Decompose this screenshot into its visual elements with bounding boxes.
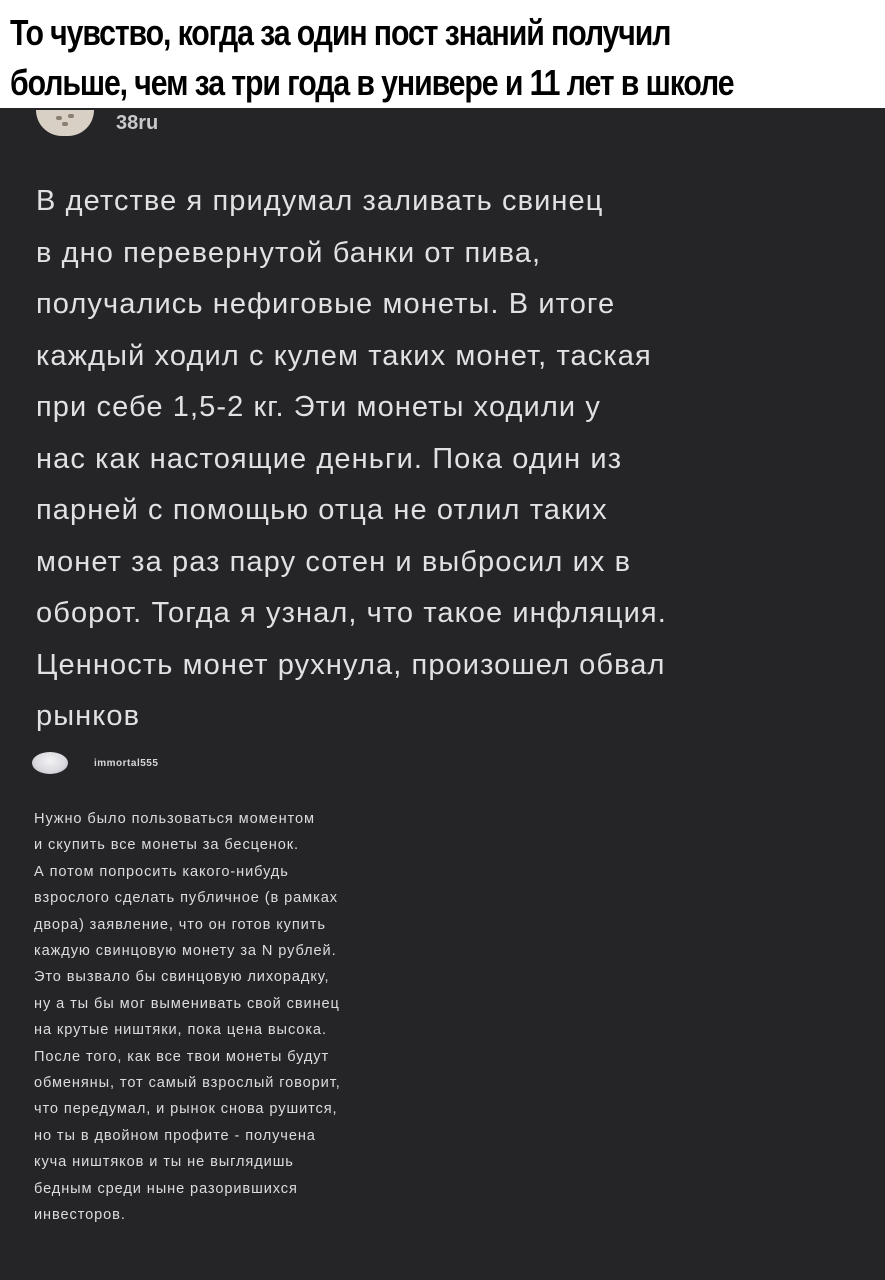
post-line: рынков [36, 700, 141, 732]
post-header [36, 108, 158, 138]
post-line: каждый ходил с кулем таких монет, таская [36, 339, 652, 372]
post-line: Ценность монет рухнула, произошел обвал [36, 648, 666, 681]
comment-body [34, 806, 534, 1229]
post-line: при себе 1,5-2 кг. Эти монеты ходили у [36, 391, 601, 423]
post-line: парней с помощью отца не отлил таких [36, 494, 608, 526]
post-line: нас как настоящие деньги. Пока один из [36, 442, 623, 475]
post-line: монет за раз пару сотен и выбросил их в [36, 545, 632, 578]
post-line: получались нефиговые монеты. В итоге [36, 288, 616, 320]
post-body [36, 176, 866, 743]
meme-caption [0, 0, 885, 108]
comment-line: Нужно было пользоваться моментом [34, 811, 315, 827]
comment-line: куча ништяков и ты не выглядишь [34, 1154, 294, 1171]
post-line: оборот. Тогда я узнал, что такое инфляция. [36, 597, 667, 629]
comment-line: двора) заявление, что он готов купить [34, 916, 326, 933]
avatar[interactable] [32, 752, 68, 774]
comment-line: каждую свинцовую монету за N рублей. [34, 943, 337, 960]
comment-line: но ты в двойном профите - получена [34, 1127, 316, 1144]
comment-line: Это вызвало бы свинцовую лихорадку, [34, 969, 330, 986]
post-line: В детстве я придумал заливать свинец [36, 185, 604, 217]
comment-line: А потом попросить какого-нибудь [34, 863, 289, 880]
comment-line: обменяны, тот самый взрослый говорит, [34, 1075, 341, 1092]
comment-line: взрослого сделать публичное (в рамках [34, 890, 338, 907]
post-line: в дно перевернутой банки от пива, [36, 236, 542, 269]
comment-line: инвесторов. [34, 1207, 126, 1224]
comment-line: После того, как все твои монеты будут [34, 1048, 330, 1065]
comment-header [32, 748, 158, 778]
username[interactable]: 38ru [116, 111, 159, 134]
caption-line: То чувство, когда за один пост знаний получил [10, 12, 671, 53]
comment-line: ну а ты бы мог выменивать свой свинец [34, 995, 340, 1012]
caption-line: больше, чем за три года в универе и 11 лет в школе [10, 62, 734, 103]
comment-line: и скупить все монеты за бесценок. [34, 837, 299, 854]
comment-line: бедным среди ныне разорившихся [34, 1180, 298, 1197]
comment-line: на крутые ништяки, пока цена высока. [34, 1022, 327, 1039]
comment-line: что передумал, и рынок снова рушится, [34, 1101, 338, 1118]
avatar[interactable] [36, 110, 94, 136]
username[interactable]: immortal555 [94, 757, 159, 769]
